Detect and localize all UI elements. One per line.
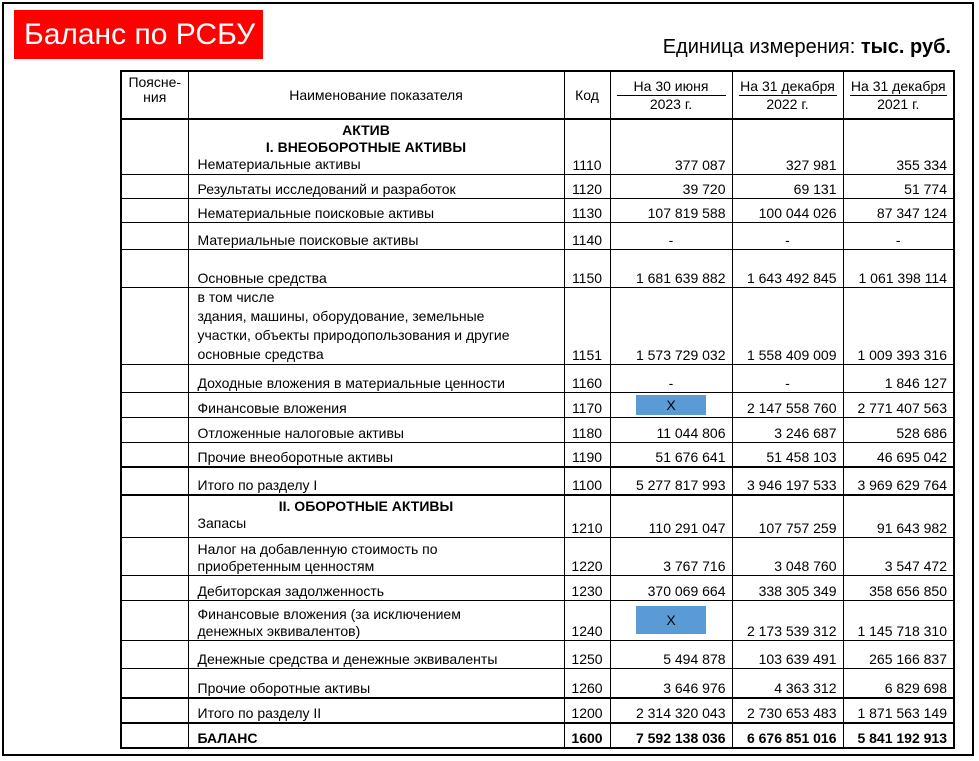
table-row: Основные средства 1150 1 681 639 882 1 643 492 845 1 061 398 114: [121, 249, 954, 287]
section-2: II. ОБОРОТНЫЕ АКТИВЫ: [278, 498, 454, 514]
x-marker: X: [636, 395, 706, 415]
table-row: Денежные средства и денежные эквиваленты 1250 5 494 878 103 639 491 265 166 837: [121, 640, 954, 668]
table-row-total: БАЛАНС 1600 7 592 138 036 6 676 851 016 5 841 192 913: [121, 723, 954, 748]
row-code: 1110: [564, 119, 610, 174]
table-row: Нематериальные поисковые активы 1130 107 819 588 100 044 026 87 347 124: [121, 198, 954, 222]
header-col2: На 31 декабря 2022 г.: [732, 71, 843, 119]
unit-value: тыс. руб.: [860, 36, 951, 58]
header-col3: На 31 декабря 2021 г.: [843, 71, 954, 119]
section-1: I. ВНЕОБОРОТНЫЕ АКТИВЫ: [265, 139, 467, 155]
row-v3: 355 334: [843, 119, 954, 174]
balance-table: [120, 70, 955, 749]
table-row: Материальные поисковые активы 1140 - - -: [121, 222, 954, 249]
page-title: Баланс по РСБУ: [14, 10, 263, 59]
table-row: Финансовые вложения (за исключением денежных эквивалентов) 1240 X 2 173 539 312 1 145 718 310: [121, 600, 954, 640]
unit-label-text: Единица измерения:: [662, 36, 856, 58]
header-col1: На 30 июня 2023 г.: [610, 71, 732, 119]
table-row: Налог на добавленную стоимость по приобретенным ценностям 1220 3 767 716 3 048 760 3 547 472: [121, 537, 954, 575]
row-v1: 377 087: [610, 119, 732, 174]
table-row: Итого по разделу I 1100 5 277 817 993 3 946 197 533 3 969 629 764: [121, 467, 954, 495]
table-row: Результаты исследований и разработок 1120 39 720 69 131 51 774: [121, 174, 954, 198]
table-row: Отложенные налоговые активы 1180 11 044 806 3 246 687 528 686: [121, 417, 954, 442]
table-row: Финансовые вложения 1170 X 2 147 558 760 2 771 407 563: [121, 392, 954, 417]
header-row: [121, 71, 954, 119]
table-row: Прочие оборотные активы 1260 3 646 976 4 363 312 6 829 698: [121, 668, 954, 698]
unit-label: [663, 36, 951, 59]
table-row: Итого по разделу II 1200 2 314 320 043 2 730 653 483 1 871 563 149: [121, 698, 954, 723]
header-name: Наименование показателя: [188, 71, 564, 119]
x-marker: X: [636, 606, 706, 634]
row-name: АКТИВ I. ВНЕОБОРОТНЫЕ АКТИВЫ Нематериальные активы: [188, 119, 564, 174]
table-row: [121, 119, 954, 174]
table-row: Доходные вложения в материальные ценности 1160 - - 1 846 127: [121, 364, 954, 392]
table-row: Прочие внеоборотные активы 1190 51 676 641 51 458 103 46 695 042: [121, 442, 954, 467]
table-row: в том числе здания, машины, оборудование, земельные участки, объекты природопользования и другие основные средства 1151 1 573 729 032 1 558 409 009 1 009 393 316: [121, 287, 954, 364]
table-row: Дебиторская задолженность 1230 370 069 664 338 305 349 358 656 850: [121, 575, 954, 600]
notes-cell: [121, 119, 188, 174]
row-v2: 327 981: [732, 119, 843, 174]
table-row: II. ОБОРОТНЫЕ АКТИВЫ Запасы 1210 110 291 047 107 757 259 91 643 982: [121, 495, 954, 537]
section-aktiv: АКТИВ: [342, 122, 390, 138]
header-notes: Поясне- ния: [121, 71, 188, 119]
header-code: Код: [564, 71, 610, 119]
